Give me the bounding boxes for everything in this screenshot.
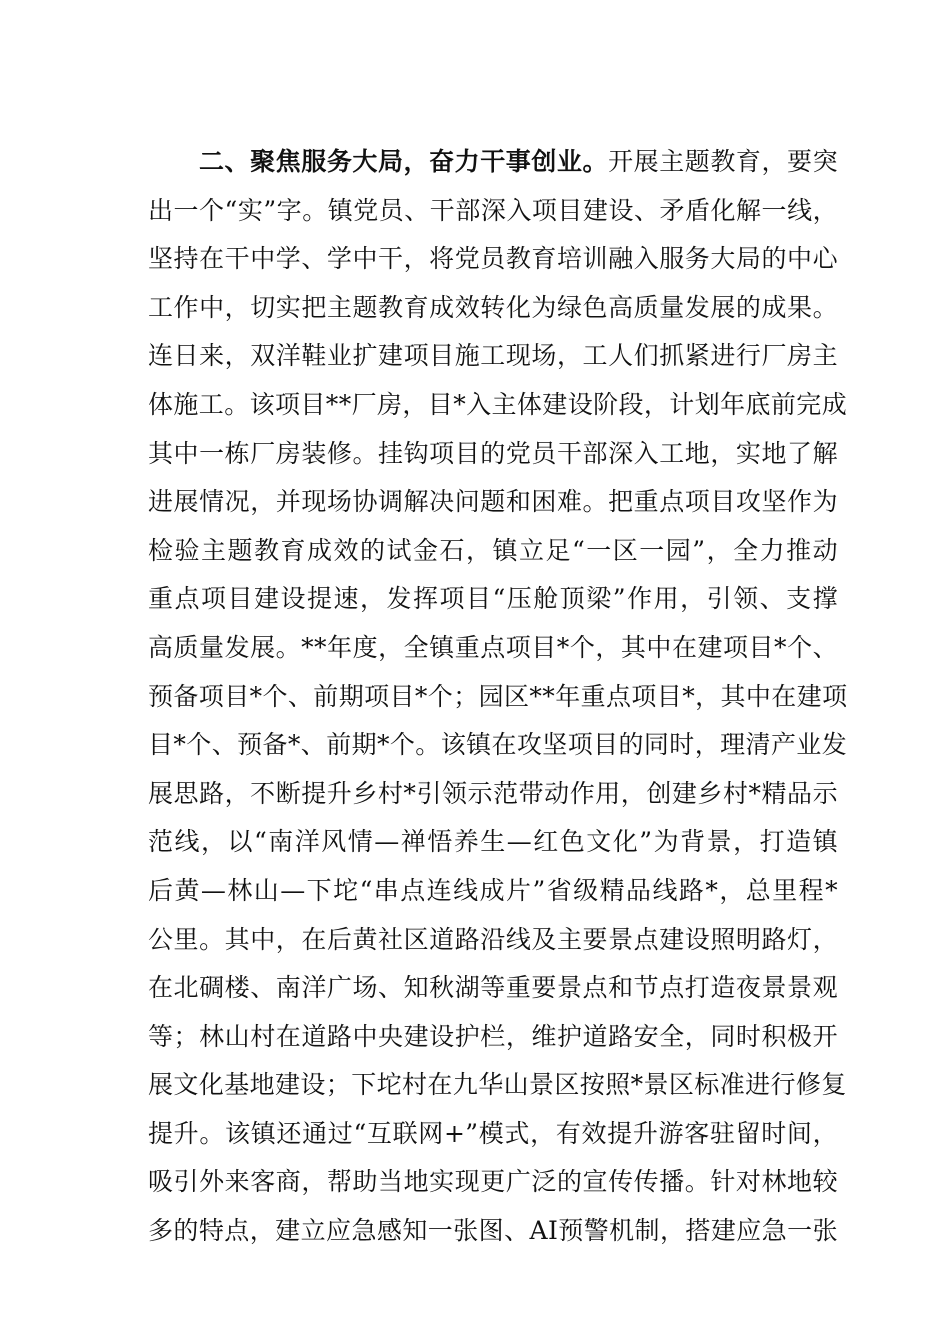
text-line: 检验主题教育成效的试金石，镇立足“一区一园”，全力推动	[148, 535, 838, 565]
text-line: 多的特点，建立应急感知一张图、AI预警机制，搭建应急一张	[148, 1216, 838, 1246]
text-line: 出一个“实”字。镇党员、干部深入项目建设、矛盾化解一线，	[148, 195, 838, 225]
text-line: 等；林山村在道路中央建设护栏，维护道路安全，同时积极开	[148, 1021, 838, 1051]
first-line-text: 开展主题教育，要突	[608, 147, 838, 176]
text-line: 提升。该镇还通过“互联网+”模式，有效提升游客驻留时间，	[148, 1118, 838, 1148]
text-line: 展思路，不断提升乡村*引领示范带动作用，创建乡村*精品示	[148, 778, 838, 808]
text-line: 目*个、预备*、前期*个。该镇在攻坚项目的同时，理清产业发	[148, 730, 848, 760]
body-text	[148, 138, 848, 1256]
text-line: 在北碉楼、南洋广场、知秋湖等重要景点和节点打造夜景景观	[148, 973, 838, 1003]
text-line: 进展情况，并现场协调解决问题和困难。把重点项目攻坚作为	[148, 487, 838, 517]
text-line: 重点项目建设提速，发挥项目“压舱顶梁”作用，引领、支撑	[148, 584, 838, 614]
text-line: 工作中，切实把主题教育成效转化为绿色高质量发展的成果。	[148, 292, 838, 322]
text-line: 范线，以“南洋风情—禅悟养生—红色文化”为背景，打造镇	[148, 827, 838, 857]
text-line: 公里。其中，在后黄社区道路沿线及主要景点建设照明路灯，	[148, 924, 838, 954]
text-line: 后黄—林山—下坨“串点连线成片”省级精品线路*，总里程*	[148, 875, 838, 905]
text-line: 坚持在干中学、学中干，将党员教育培训融入服务大局的中心	[148, 244, 838, 274]
text-line: 高质量发展。**年度，全镇重点项目*个，其中在建项目*个、	[148, 632, 838, 662]
text-line: 其中一栋厂房装修。挂钩项目的党员干部深入工地，实地了解	[148, 438, 838, 468]
section-heading: 二、聚焦服务大局，奋力干事创业。	[198, 147, 609, 176]
text-line: 连日来，双洋鞋业扩建项目施工现场，工人们抓紧进行厂房主	[148, 341, 838, 371]
text-line: 展文化基地建设；下坨村在九华山景区按照*景区标准进行修复	[148, 1070, 847, 1100]
paragraph-first-line	[148, 138, 838, 187]
text-line: 吸引外来客商，帮助当地实现更广泛的宣传传播。针对林地较	[148, 1167, 838, 1197]
text-line: 预备项目*个、前期项目*个；园区**年重点项目*，其中在建项	[148, 681, 848, 711]
text-line: 体施工。该项目**厂房，目*入主体建设阶段，计划年底前完成	[148, 389, 848, 419]
